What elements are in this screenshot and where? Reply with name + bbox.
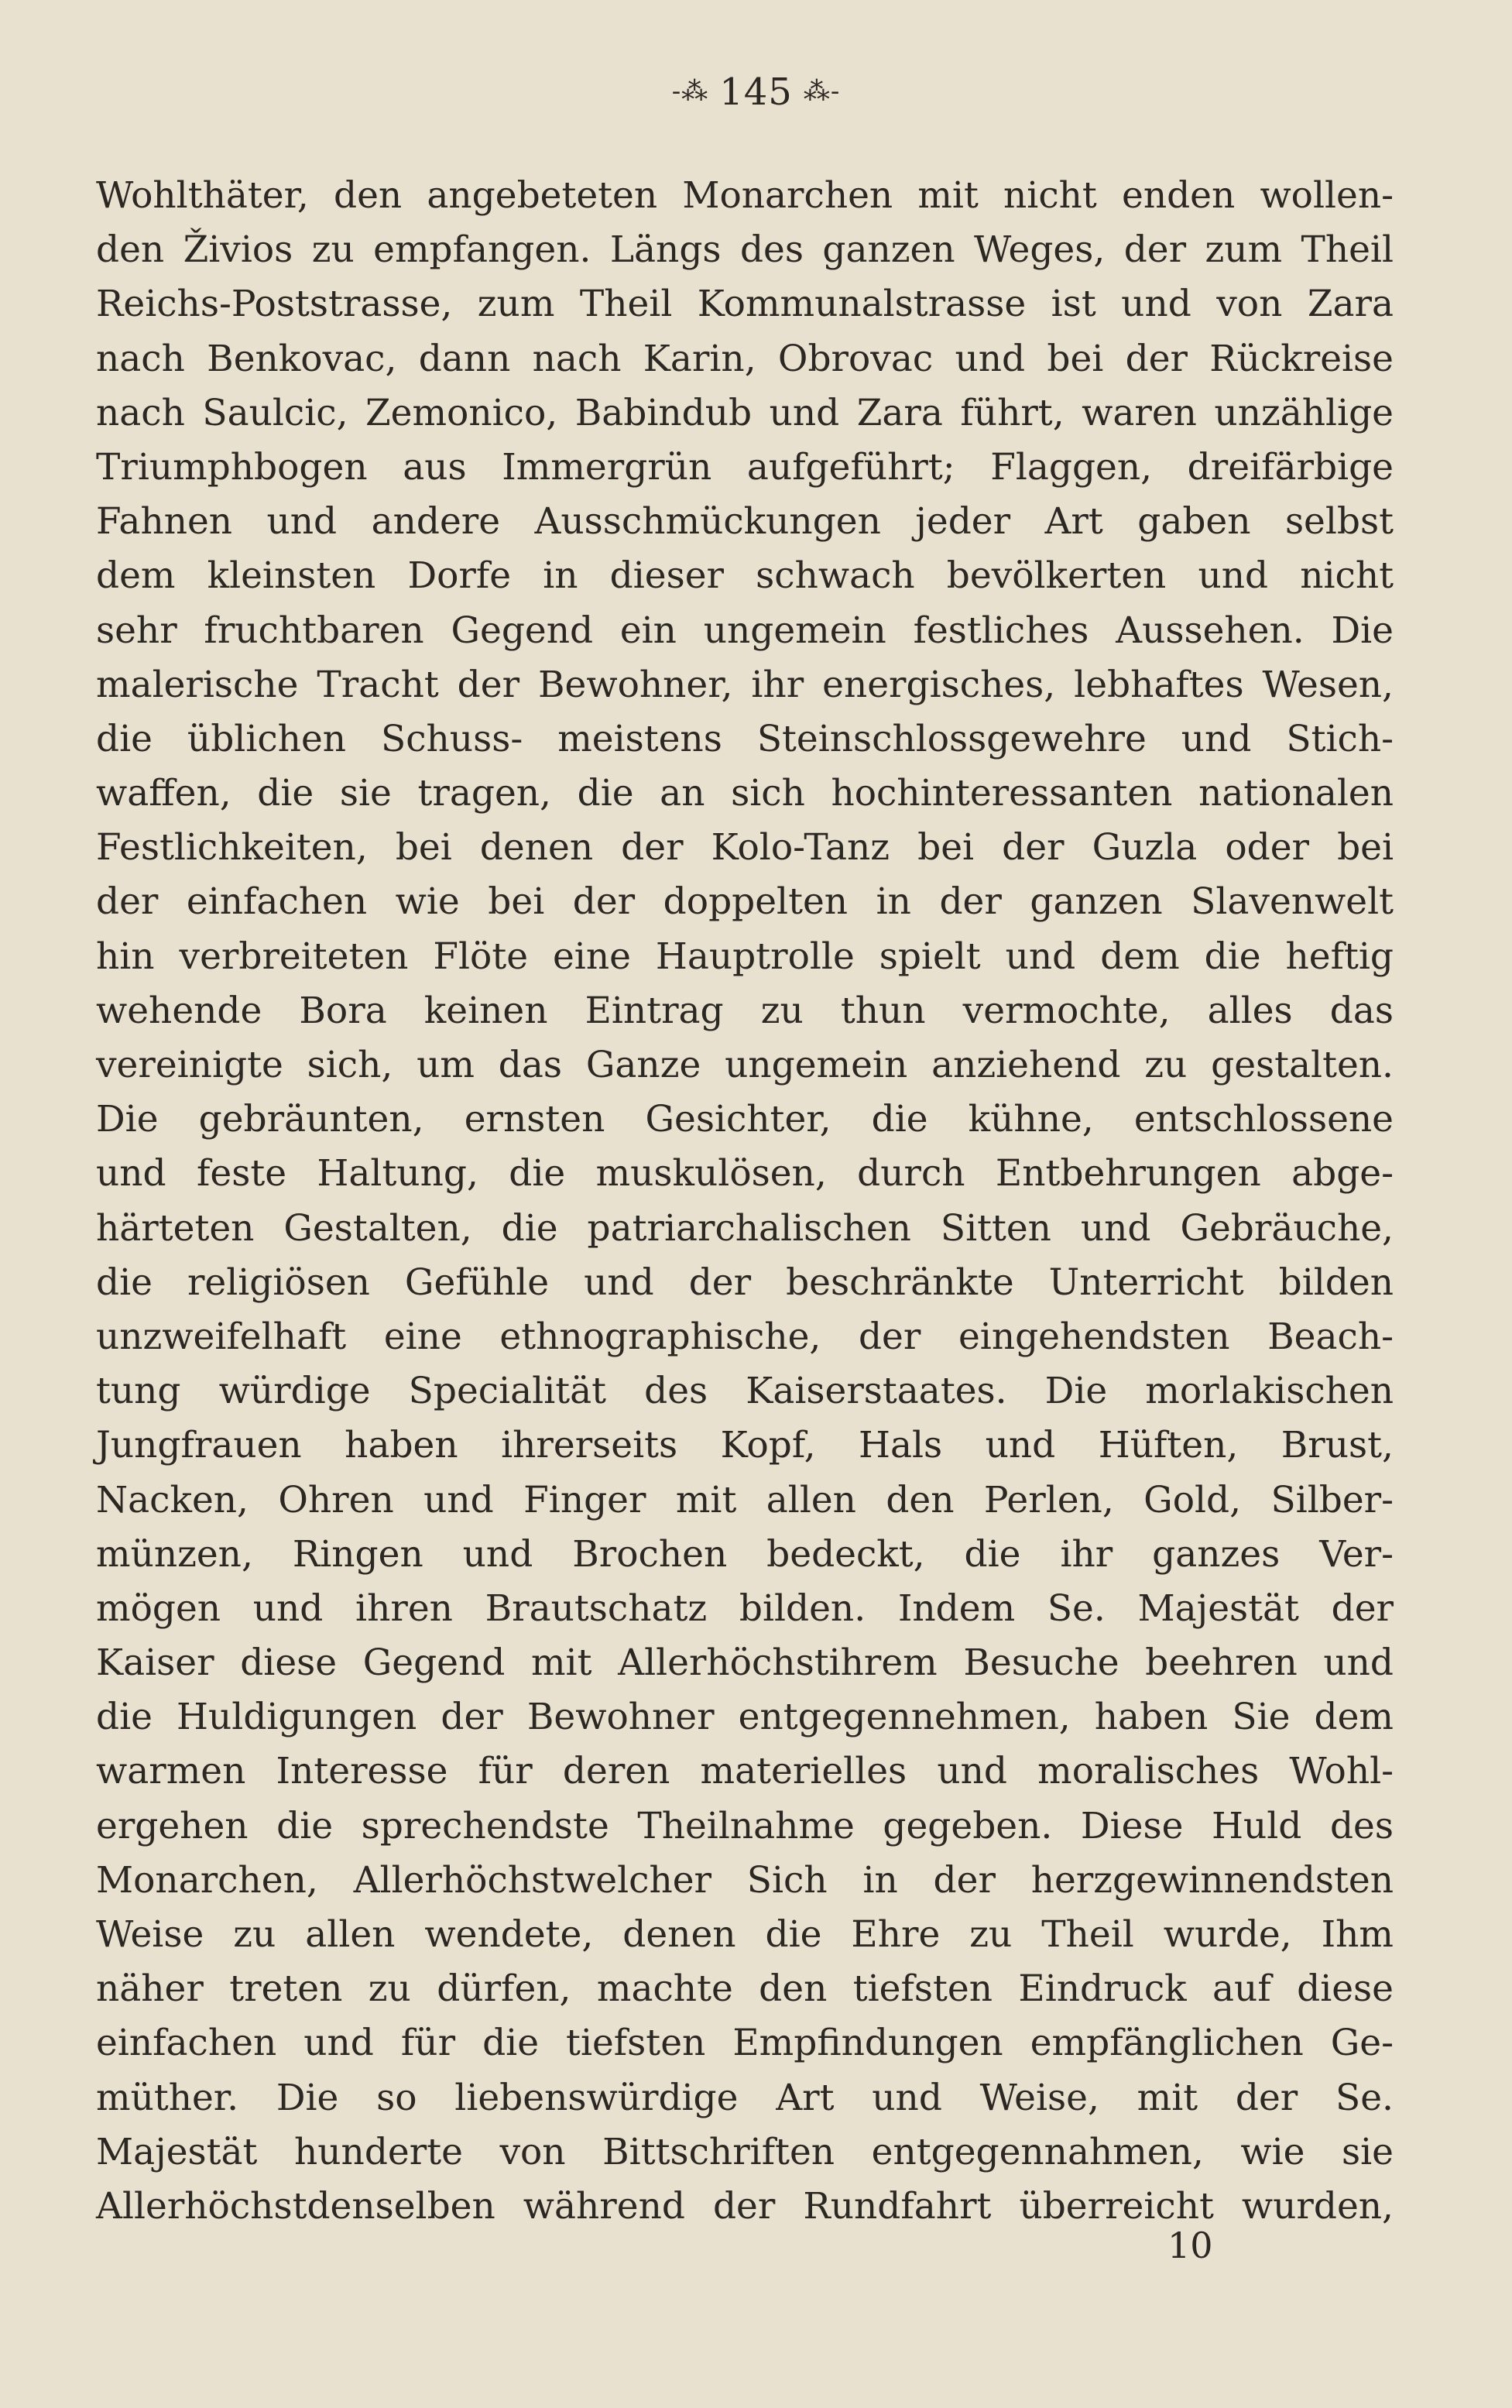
text-line: hin verbreiteten Flöte eine Hauptrolle spielt und dem die heftig — [96, 935, 1394, 978]
text-line: Wohlthäter, den angebeteten Monarchen mit nicht enden wollen- — [96, 174, 1394, 217]
text-line: Triumphbogen aus Immergrün aufgeführt; Flaggen, dreifärbige — [96, 445, 1394, 489]
text-line: die Huldigungen der Bewohner entgegennehmen, haben Sie dem — [96, 1696, 1394, 1739]
text-line: einfachen und für die tiefsten Empfindungen empfänglichen Ge- — [96, 2022, 1394, 2065]
text-line: der einfachen wie bei der doppelten in der ganzen Slavenwelt — [96, 880, 1394, 924]
text-line: die üblichen Schuss- meistens Steinschlossgewehre und Stich- — [96, 717, 1394, 760]
text-line: Die gebräunten, ernsten Gesichter, die kühne, entschlossene — [96, 1098, 1394, 1141]
text-line: dem kleinsten Dorfe in dieser schwach bevölkerten und nicht — [96, 554, 1394, 598]
text-line: Reichs-Poststrasse, zum Theil Kommunalstrasse ist und von Zara — [96, 283, 1394, 326]
text-line: Festlichkeiten, bei denen der Kolo-Tanz bei der Guzla oder bei — [96, 826, 1394, 870]
text-line: warmen Interesse für deren materielles und moralisches Wohl- — [96, 1750, 1394, 1793]
text-line: Allerhöchstdenselben während der Rundfahrt überreicht wurden, — [96, 2184, 1394, 2228]
text-line: unzweifelhaft eine ethnographische, der eingehendsten Beach- — [96, 1315, 1394, 1358]
ornament-right-icon: ⁂- — [803, 76, 841, 107]
text-line: näher treten zu dürfen, machte den tiefsten Eindruck auf diese — [96, 1967, 1394, 2011]
text-line: waffen, die sie tragen, die an sich hochinteressanten nationalen — [96, 772, 1394, 815]
text-line: malerische Tracht der Bewohner, ihr energisches, lebhaftes Wesen, — [96, 663, 1394, 706]
body-text — [96, 169, 1394, 2234]
text-line: münzen, Ringen und Brochen bedeckt, die ihr ganzes Ver- — [96, 1532, 1394, 1576]
text-line: sehr fruchtbaren Gegend ein ungemein festliches Aussehen. Die — [96, 609, 1394, 652]
text-line: Monarchen, Allerhöchstwelcher Sich in der herzgewinnendsten — [96, 1858, 1394, 1902]
text-line: Nacken, Ohren und Finger mit allen den Perlen, Gold, Silber- — [96, 1478, 1394, 1521]
text-line: vereinigte sich, um das Ganze ungemein anziehend zu gestalten. — [96, 1044, 1394, 1086]
text-line: Majestät hunderte von Bittschriften entgegennahmen, wie sie — [96, 2130, 1394, 2173]
text-line: nach Saulcic, Zemonico, Babindub und Zara führt, waren unzählige — [96, 391, 1394, 434]
ornament-left-icon: -⁂ — [671, 76, 709, 107]
text-line: müther. Die so liebenswürdige Art und Weise, mit der Se. — [96, 2076, 1394, 2119]
page-number: 145 — [719, 70, 793, 114]
text-line: ergehen die sprechendste Theilnahme gegeben. Diese Huld des — [96, 1804, 1394, 1847]
text-line: wehende Bora keinen Eintrag zu thun vermochte, alles das — [96, 989, 1394, 1032]
text-line: die religiösen Gefühle und der beschränkte Unterricht bilden — [96, 1261, 1394, 1304]
text-line: härteten Gestalten, die patriarchalischen Sitten und Gebräuche, — [96, 1206, 1394, 1250]
text-line: tung würdige Specialität des Kaiserstaates. Die morlakischen — [96, 1370, 1394, 1413]
text-line: den Živios zu empfangen. Längs des ganzen Weges, der zum Theil — [96, 228, 1394, 272]
text-line: Weise zu allen wendete, denen die Ehre zu Theil wurde, Ihm — [96, 1913, 1394, 1956]
text-line: Fahnen und andere Ausschmückungen jeder Art gaben selbst — [96, 500, 1394, 544]
page-header — [0, 68, 1512, 115]
signature-mark: 10 — [1167, 2224, 1213, 2266]
text-line: Jungfrauen haben ihrerseits Kopf, Hals und Hüften, Brust, — [96, 1424, 1394, 1467]
text-line: nach Benkovac, dann nach Karin, Obrovac und bei der Rückreise — [96, 337, 1394, 380]
text-line: mögen und ihren Brautschatz bilden. Indem Se. Majestät der — [96, 1586, 1394, 1630]
text-line: und feste Haltung, die muskulösen, durch Entbehrungen abge- — [96, 1152, 1394, 1195]
text-line: Kaiser diese Gegend mit Allerhöchstihrem Besuche beehren und — [96, 1641, 1394, 1685]
